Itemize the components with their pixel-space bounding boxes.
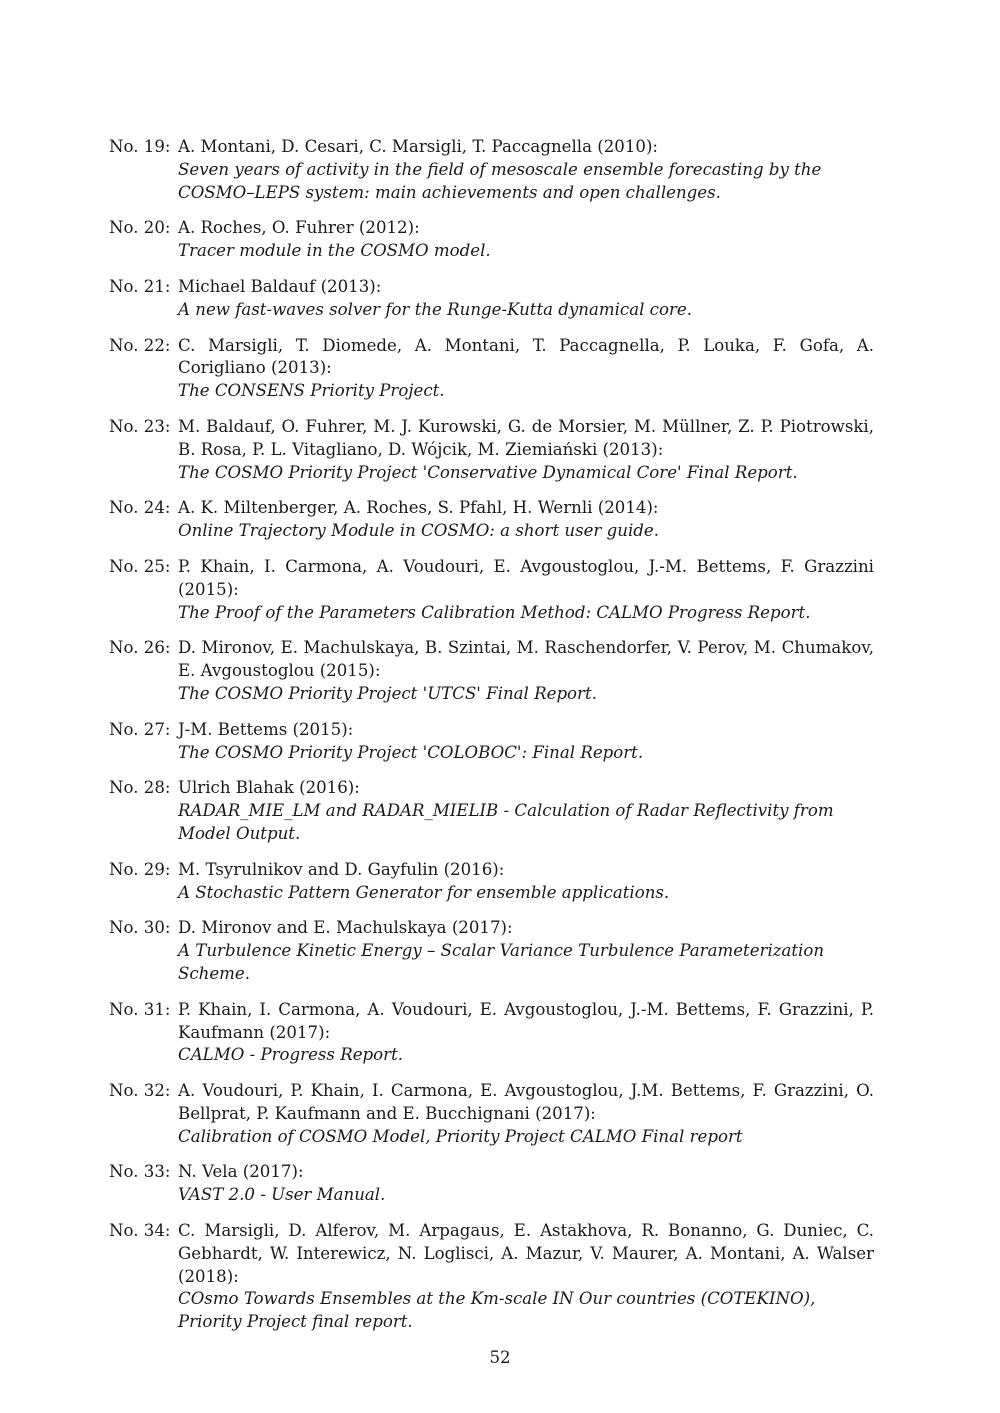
report-entry: [109, 999, 874, 1067]
report-entry: [109, 777, 874, 845]
entry-title: Calibration of COSMO Model, Priority Project CALMO Final report: [178, 1126, 743, 1146]
technical-report-list: [109, 136, 874, 1347]
entry-body: [178, 1080, 874, 1148]
report-entry: [109, 859, 874, 905]
entry-body: [178, 999, 874, 1067]
entry-number: No. 31:: [109, 999, 171, 1019]
entry-title: Seven years of activity in the field of mesoscale ensemble forecasting by the COSMO–LEPS system: main achievements and open challenges.: [178, 159, 822, 202]
entry-body: [178, 859, 874, 905]
entry-authors: A. Voudouri, P. Khain, I. Carmona, E. Avgoustoglou, J.M. Bettems, F. Grazzini, O. Bellprat, P. Kaufmann and E. Bucchignani (2017):: [178, 1081, 874, 1123]
report-entry: [109, 1161, 874, 1207]
entry-title: A Stochastic Pattern Generator for ensemble applications.: [178, 882, 670, 902]
entry-title: A Turbulence Kinetic Energy – Scalar Variance Turbulence Parameterization Scheme.: [178, 941, 825, 983]
entry-authors: N. Vela (2017):: [178, 1162, 304, 1182]
entry-authors: Michael Baldauf (2013):: [178, 276, 382, 296]
page-number: 52: [489, 1348, 511, 1367]
entry-body: [178, 217, 874, 263]
report-entry: [109, 719, 874, 765]
entry-body: [178, 276, 874, 322]
entry-authors: A. Roches, O. Fuhrer (2012):: [178, 218, 420, 238]
report-entry: [109, 917, 874, 985]
entry-number: No. 23:: [109, 416, 171, 436]
entry-body: [178, 335, 874, 403]
entry-authors: M. Tsyrulnikov and D. Gayfulin (2016):: [178, 859, 505, 879]
entry-authors: A. Montani, D. Cesari, C. Marsigli, T. Paccagnella (2010):: [178, 137, 659, 156]
entry-body: [178, 1220, 874, 1334]
entry-authors: Ulrich Blahak (2016):: [178, 778, 360, 798]
entry-number: No. 21:: [109, 276, 171, 296]
entry-title: CALMO - Progress Report.: [178, 1045, 404, 1065]
report-entry: [109, 136, 874, 204]
entry-body: [178, 497, 874, 543]
entry-number: No. 27:: [109, 719, 171, 739]
entry-number: No. 32:: [109, 1081, 171, 1101]
report-entry: [109, 217, 874, 263]
entry-body: [178, 637, 874, 705]
entry-title: The Proof of the Parameters Calibration Method: CALMO Progress Report.: [178, 602, 811, 622]
entry-authors: C. Marsigli, T. Diomede, A. Montani, T. Paccagnella, P. Louka, F. Gofa, A. Corigliano (2013):: [178, 335, 874, 378]
entry-authors: D. Mironov and E. Machulskaya (2017):: [178, 918, 513, 938]
entry-title: COsmo Towards Ensembles at the Km-scale IN Our countries (COTEKINO), Priority Project final report.: [178, 1289, 816, 1332]
entry-title: RADAR_MIE_LM and RADAR_MIELIB - Calculation of Radar Reflectivity from Model Output.: [178, 801, 834, 843]
entry-number: No. 26:: [109, 638, 171, 658]
entry-number: No. 25:: [109, 556, 171, 576]
report-entry: [109, 276, 874, 322]
entry-body: [178, 917, 874, 985]
entry-number: No. 29:: [109, 859, 171, 879]
report-entry: [109, 556, 874, 624]
entry-title: The COSMO Priority Project 'COLOBOC': Final Report.: [178, 742, 644, 762]
entry-title: Tracer module in the COSMO model.: [178, 241, 491, 261]
entry-title: The COSMO Priority Project 'Conservative Dynamical Core' Final Report.: [178, 462, 798, 482]
entry-title: VAST 2.0 - User Manual.: [178, 1185, 386, 1205]
report-entry: [109, 1080, 874, 1148]
entry-title: A new fast-waves solver for the Runge-Kutta dynamical core.: [178, 299, 692, 319]
entry-title: The CONSENS Priority Project.: [178, 381, 445, 401]
entry-number: No. 30:: [109, 918, 171, 938]
entry-authors: M. Baldauf, O. Fuhrer, M. J. Kurowski, G. de Morsier, M. Müllner, Z. P. Piotrowski, B. Rosa, P. L. Vitagliano, D. Wójcik, M. Ziemiański (2013):: [178, 416, 874, 459]
report-entry: [109, 1220, 874, 1334]
report-entry: [109, 335, 874, 403]
entry-number: No. 24:: [109, 498, 171, 518]
entry-number: No. 28:: [109, 778, 171, 798]
report-entry: [109, 497, 874, 543]
entry-number: No. 20:: [109, 218, 171, 238]
entry-body: [178, 719, 874, 765]
report-entry: [109, 416, 874, 484]
entry-title: The COSMO Priority Project 'UTCS' Final Report.: [178, 683, 597, 703]
entry-number: No. 34:: [109, 1221, 171, 1241]
entry-authors: A. K. Miltenberger, A. Roches, S. Pfahl, H. Wernli (2014):: [178, 498, 659, 518]
entry-body: [178, 136, 874, 204]
report-entry: [109, 637, 874, 705]
entry-authors: P. Khain, I. Carmona, A. Voudouri, E. Avgoustoglou, J.-M. Bettems, F. Grazzini (2015):: [178, 556, 874, 599]
entry-body: [178, 556, 874, 624]
entry-authors: D. Mironov, E. Machulskaya, B. Szintai, M. Raschendorfer, V. Perov, M. Chumakov, E. Avgoustoglou (2015):: [178, 638, 874, 681]
entry-title: Online Trajectory Module in COSMO: a short user guide.: [178, 521, 659, 541]
entry-body: [178, 777, 874, 845]
entry-body: [178, 416, 874, 484]
entry-number: No. 22:: [109, 335, 171, 355]
entry-number: No. 33:: [109, 1162, 171, 1182]
entry-number: No. 19:: [109, 137, 171, 156]
entry-authors: C. Marsigli, D. Alferov, M. Arpagaus, E. Astakhova, R. Bonanno, G. Duniec, C. Gebhardt, W. Interewicz, N. Loglisci, A. Mazur, V. Maurer, A. Montani, A. Walser (2018):: [178, 1221, 874, 1286]
entry-authors: J-M. Bettems (2015):: [178, 719, 354, 739]
entry-body: [178, 1161, 874, 1207]
entry-authors: P. Khain, I. Carmona, A. Voudouri, E. Avgoustoglou, J.-M. Bettems, F. Grazzini, P. Kaufmann (2017):: [178, 999, 874, 1042]
